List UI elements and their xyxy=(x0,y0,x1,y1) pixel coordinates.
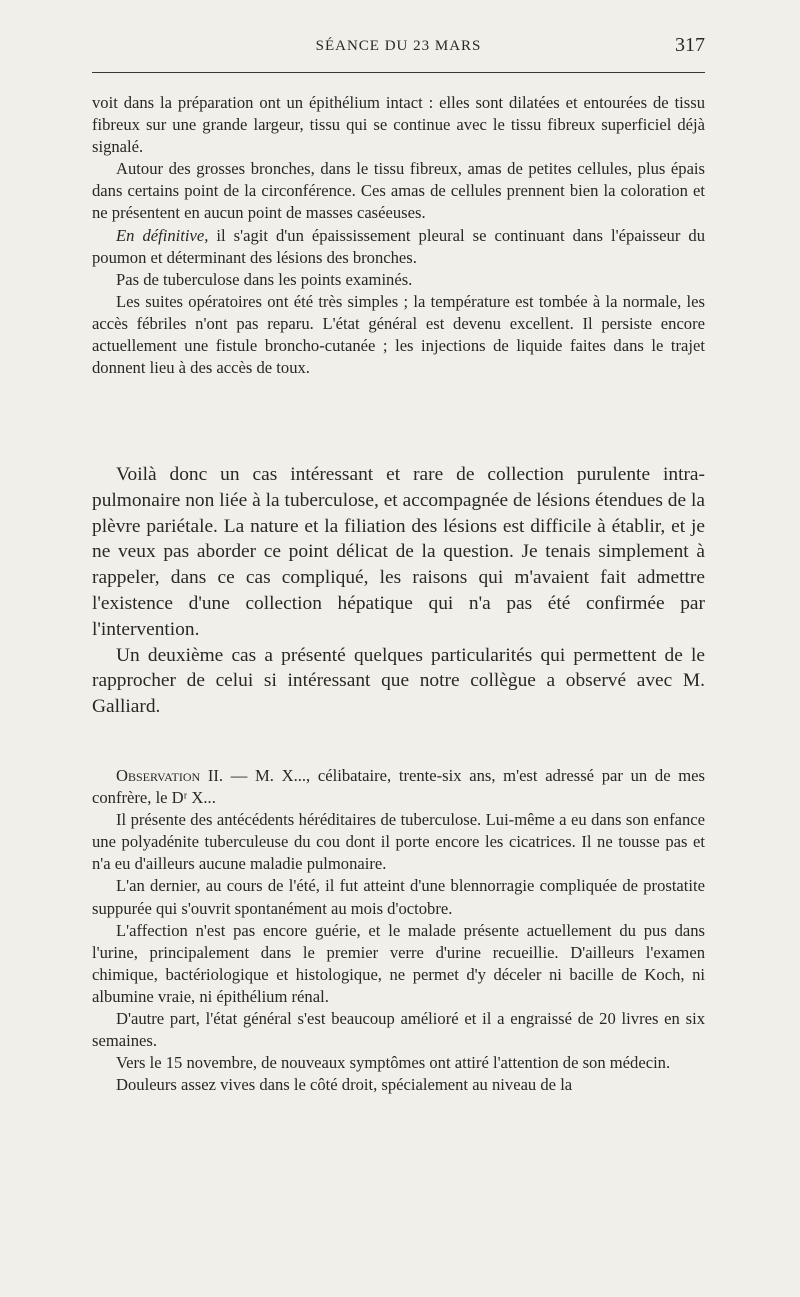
small-text-section xyxy=(92,92,705,379)
paragraph: voit dans la préparation ont un épithélium intact : elles sont dilatées et entourées de tissu fibreux sur une grande largeur, tissu qui se continue avec le tissu fibreux superficiel déjà signalé. xyxy=(92,93,705,157)
paragraph: Les suites opératoires ont été très simples ; la température est tombée à la normale, les accès fébriles n'ont pas reparu. L'état général est devenu excellent. Il persiste encore actuellement une fistule broncho-cutanée ; les injections de liquide faites dans le trajet donnent lieu à des accès de toux. xyxy=(92,291,705,378)
page-number: 317 xyxy=(675,34,705,56)
paragraph: L'an dernier, au cours de l'été, il fut atteint d'une blennorragie compliquée de prostatite suppurée qui s'ouvrit spontanément au mois d'octobre. xyxy=(92,876,705,918)
paragraph: Voilà donc un cas intéressant et rare de collection purulente intra-pulmonaire non liée à la tuberculose, et accompagnée de lésions étendues de la plèvre pariétale. La nature et la filiation des lésions est difficile à établir, et je ne veux pas aborder ce point délicat de la question. Je tenais simplement à rappeler, dans ce cas compliqué, les raisons qui m'avaient fait admettre l'existence d'une collection hépatique qui n'a pas été confirmée par l'intervention. xyxy=(92,464,705,640)
paragraph: Vers le 15 novembre, de nouveaux symptômes ont attiré l'attention de son médecin. xyxy=(116,1053,671,1073)
observation-title: Observation II. xyxy=(116,766,224,785)
paragraph: Autour des grosses bronches, dans le tissu fibreux, amas de petites cellules, plus épais dans certains point de la circonférence. Ces amas de cellules prennent bien la coloration et ne présentent en aucun point de masses caséeuses. xyxy=(92,159,705,223)
paragraph xyxy=(92,765,705,809)
paragraph: Douleurs assez vives dans le côté droit, spécialement au niveau de la xyxy=(116,1075,573,1095)
observation-section xyxy=(92,765,705,1096)
paragraph: Il présente des antécédents héréditaires de tuberculose. Lui-même a eu dans son enfance une polyadénite tuberculeuse du cou dont il porte encore les cicatrices. Il ne tousse pas et n'a eu d'ailleurs aucune maladie pulmonaire. xyxy=(92,810,705,874)
header-rule xyxy=(92,72,705,73)
large-text-section xyxy=(92,462,705,720)
running-title: SÉANCE DU 23 MARS xyxy=(315,38,482,54)
page-header xyxy=(92,34,705,62)
paragraph-text: — M. X..., célibataire, trente-six ans, m'est adressé par un de mes confrère, le Dʳ X... xyxy=(92,766,705,808)
paragraph: Un deuxième cas a présenté quelques particularités qui permettent de le rapprocher de celui si intéressant que notre collègue a observé avec M. Galliard. xyxy=(92,644,705,718)
paragraph xyxy=(92,225,705,269)
paragraph: L'affection n'est pas encore guérie, et le malade présente actuellement du pus dans l'urine, principalement dans le premier verre d'urine recueillie. D'ailleurs l'examen chimique, bactériologique et histologique, ne permet d'y déceler ni bacille de Koch, ni albumine vraie, ni épithélium rénal. xyxy=(92,920,705,1006)
paragraph: Pas de tuberculose dans les points examinés. xyxy=(116,269,413,289)
paragraph: D'autre part, l'état général s'est beaucoup amélioré et il a engraissé de 20 livres en six semaines. xyxy=(92,1009,705,1051)
emphasis-text: En définitive, xyxy=(116,225,209,245)
paragraph-text: il s'agit d'un épaississement pleural se continuant dans l'épaisseur du poumon et déterminant des lésions des bronches. xyxy=(92,225,705,267)
